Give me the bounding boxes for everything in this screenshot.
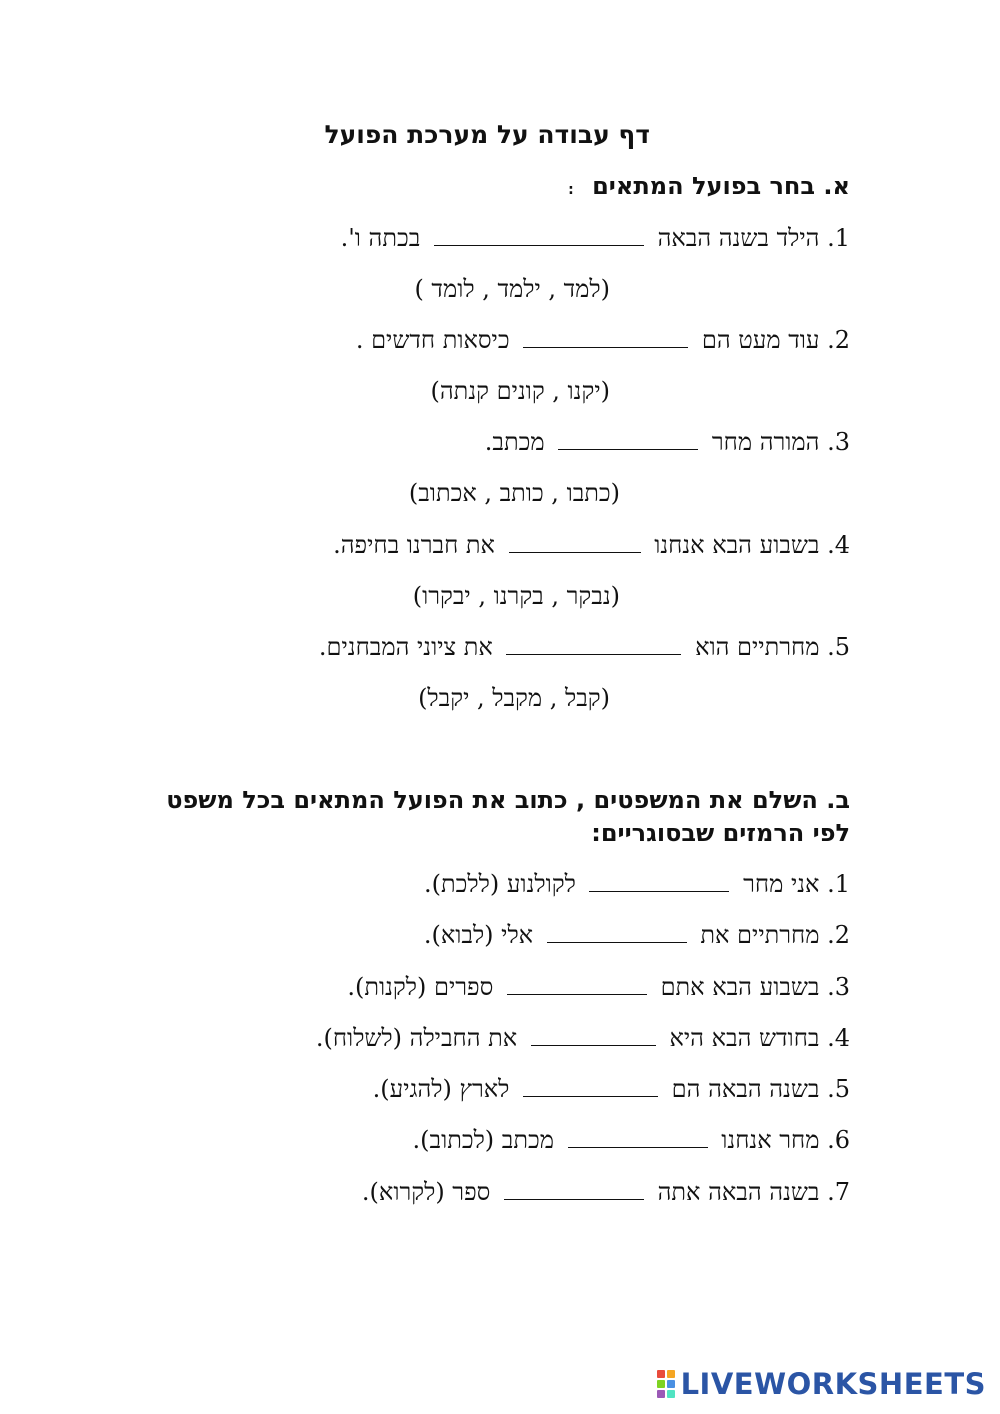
options-a4: (נבקר , בקרנו , יבקרו): [412, 582, 620, 610]
question-text-end: בכתה ו'.: [340, 224, 421, 252]
section-a-colon: :: [568, 182, 574, 198]
answer-blank[interactable]: [568, 1127, 708, 1148]
answer-blank[interactable]: [523, 1076, 658, 1097]
question-text-end: את החבילה (לשלוח).: [315, 1024, 518, 1052]
question-text-end: ספר (לקרוא).: [361, 1178, 491, 1206]
answer-blank[interactable]: [547, 922, 687, 943]
question-b3: [347, 973, 850, 1002]
question-b4: [316, 1024, 850, 1053]
question-text: 3. בשבוע הבא אתם: [660, 973, 850, 1001]
question-text-end: אלי (לבוא).: [423, 921, 534, 949]
logo-square: [657, 1380, 665, 1388]
question-text: 2. מחרתיים את: [700, 921, 850, 949]
logo-text: LIVEWORKSHEETS: [680, 1367, 986, 1401]
answer-blank[interactable]: [531, 1025, 656, 1046]
question-text: 7. בשנה הבאה אתה: [657, 1178, 850, 1206]
question-b6: [413, 1126, 850, 1155]
question-text: 2. עוד מעט הם: [701, 326, 850, 354]
question-text-end: מכתב.: [484, 428, 545, 456]
answer-blank[interactable]: [506, 634, 681, 655]
question-text-end: ספרים (לקנות).: [347, 973, 494, 1001]
question-text: 6. מחר אנחנו: [721, 1126, 850, 1154]
question-text: 3. המורה מחר: [711, 428, 850, 456]
section-b-heading-line1: ב. השלם את המשפטים , כתוב את הפועל המתאים בכל משפט: [166, 786, 850, 814]
options-a2: (יקנו , קונים קנתה): [430, 377, 610, 405]
section-b-heading-line2: לפי הרמזים שבסוגריים:: [591, 819, 850, 847]
question-b1: [424, 870, 850, 899]
question-text-end: את חברנו בחיפה.: [333, 531, 495, 559]
question-text-end: את ציוני המבחנים.: [318, 633, 493, 661]
options-a1: (למד , ילמד , לומד ): [414, 275, 610, 303]
question-text: 5. בשנה הבאה הם: [671, 1075, 850, 1103]
section-a-heading-text: א. בחר בפועל המתאים: [592, 172, 850, 200]
question-text: 4. בחודש הבא היא: [669, 1024, 850, 1052]
answer-blank[interactable]: [523, 327, 688, 348]
answer-blank[interactable]: [504, 1179, 644, 1200]
logo-square: [657, 1370, 665, 1378]
logo-grid-icon: [657, 1370, 675, 1398]
answer-blank[interactable]: [507, 974, 647, 995]
question-b5: [373, 1075, 850, 1104]
question-text: 1. הילד בשנה הבאה: [657, 224, 850, 252]
question-text: 1. אני מחר: [743, 870, 850, 898]
options-a5: (קבל , מקבל , יקבל): [418, 684, 610, 712]
question-text-end: כיסאות חדשים .: [355, 326, 510, 354]
question-b7: [362, 1178, 850, 1207]
question-a4: [333, 531, 850, 560]
answer-blank[interactable]: [434, 225, 644, 246]
liveworksheets-logo: [657, 1368, 986, 1400]
question-text-end: לקולנוע (ללכת).: [424, 870, 576, 898]
answer-blank[interactable]: [589, 871, 729, 892]
question-text: 4. בשבוע הבא אנחנו: [654, 531, 850, 559]
question-a3: [485, 428, 850, 457]
question-text-end: לארץ (להגיע).: [372, 1075, 510, 1103]
logo-square: [667, 1370, 675, 1378]
logo-square: [667, 1380, 675, 1388]
section-a-heading: [568, 172, 850, 200]
question-text: 5. מחרתיים הוא: [695, 633, 850, 661]
answer-blank[interactable]: [558, 429, 698, 450]
worksheet-title: דף עבודה על מערכת הפועל: [324, 120, 650, 149]
answer-blank[interactable]: [509, 532, 641, 553]
logo-square: [667, 1390, 675, 1398]
question-b2: [424, 921, 850, 950]
question-a2: [356, 326, 850, 355]
question-a5: [319, 633, 850, 662]
question-a1: [341, 224, 850, 253]
question-text-end: מכתב (לכתוב).: [412, 1126, 554, 1154]
logo-square: [657, 1390, 665, 1398]
options-a3: (כתבו , כותב , אכתוב): [408, 479, 620, 507]
